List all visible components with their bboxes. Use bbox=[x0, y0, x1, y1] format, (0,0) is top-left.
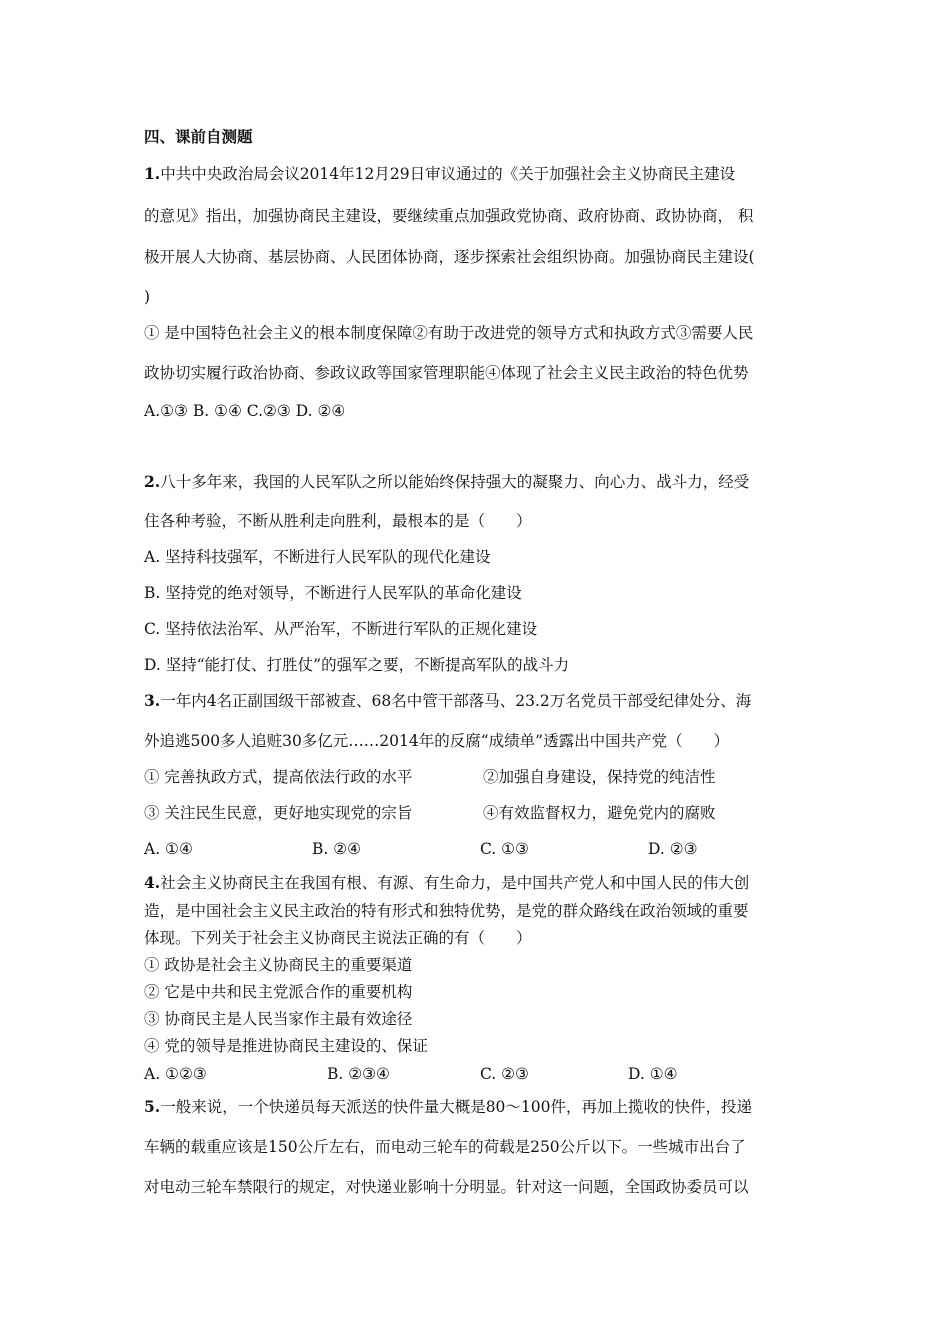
q4-item-1: ① 政协是社会主义协商民主的重要渠道 bbox=[144, 956, 413, 974]
q3-item-1: ① 完善执政方式，提高依法行政的水平 bbox=[144, 768, 413, 786]
q1-line-1: 1.中共中央政治局会议2014年12月29日审议通过的《关于加强社会主义协商民主建设 bbox=[144, 164, 736, 183]
q4-item-4: ④ 党的领导是推进协商民主建设的、保证 bbox=[144, 1037, 428, 1055]
q3-number: 3. bbox=[144, 691, 161, 710]
q2-line-2: 住各种考验，不断从胜利走向胜利，最根本的是（ ） bbox=[144, 512, 532, 530]
q5-line-2: 车辆的载重应该是150公斤左右，而电动三轮车的荷载是250公斤以下。一些城市出台了 bbox=[144, 1138, 746, 1156]
q4-option-b: B. ②③④ bbox=[327, 1065, 390, 1083]
q3-item-2: ②加强自身建设，保持党的纯洁性 bbox=[483, 768, 716, 786]
q4-option-c: C. ②③ bbox=[480, 1065, 529, 1083]
q1-line-3: 极开展人大协商、基层协商、人民团体协商，逐步探索社会组织协商。加强协商民主建设( bbox=[144, 248, 755, 266]
q4-line-2: 造，是中国社会主义民主政治的特有形式和独特优势，是党的群众路线在政治领域的重要 bbox=[144, 902, 749, 920]
q3-line-2: 外追逃500多人追赃30多亿元……2014年的反腐“成绩单”透露出中国共产党（ ） bbox=[144, 732, 730, 750]
q3-option-a: A. ①④ bbox=[144, 840, 193, 858]
q4-number: 4. bbox=[144, 873, 161, 892]
q4-line-1: 4.社会主义协商民主在我国有根、有源、有生命力，是中国共产党人和中国人民的伟大创 bbox=[144, 873, 750, 892]
q1-number: 1. bbox=[144, 164, 161, 183]
q1-options: A.①③ B. ①④ C.②③ D. ②④ bbox=[144, 402, 346, 420]
q4-line-3: 体现。下列关于社会主义协商民主说法正确的有（ ） bbox=[144, 929, 532, 947]
q1-line-2: 的意见》指出，加强协商民主建设，要继续重点加强政党协商、政府协商、政协协商， 积 bbox=[144, 207, 754, 225]
q3-line-1: 3.一年内4名正副国级干部被查、68名中管干部落马、23.2万名党员干部受纪律处分、海 bbox=[144, 691, 752, 710]
q4-option-d: D. ①④ bbox=[628, 1065, 678, 1083]
q3-option-d: D. ②③ bbox=[648, 840, 698, 858]
q3-item-3: ③ 关注民生民意，更好地实现党的宗旨 bbox=[144, 804, 413, 822]
q4-item-2: ② 它是中共和民主党派合作的重要机构 bbox=[144, 983, 413, 1001]
q2-option-b: B. 坚持党的绝对领导，不断进行人民军队的革命化建设 bbox=[144, 584, 522, 602]
q5-number: 5. bbox=[144, 1097, 161, 1116]
q1-line-4: ) bbox=[144, 288, 151, 306]
q5-line-1: 5.一般来说，一个快递员每天派送的快件量大概是80～100件，再加上揽收的快件，投递 bbox=[144, 1097, 752, 1116]
q2-number: 2. bbox=[144, 472, 161, 491]
q2-option-d: D. 坚持“能打仗、打胜仗”的强军之要，不断提高军队的战斗力 bbox=[144, 656, 570, 674]
q2-option-a: A. 坚持科技强军，不断进行人民军队的现代化建设 bbox=[144, 548, 491, 566]
q4-item-3: ③ 协商民主是人民当家作主最有效途径 bbox=[144, 1010, 413, 1028]
section-title: 四、课前自测题 bbox=[144, 127, 253, 146]
q1-line-5: ① 是中国特色社会主义的根本制度保障②有助于改进党的领导方式和执政方式③需要人民 bbox=[144, 324, 754, 342]
q2-line-1: 2.八十多年来，我国的人民军队之所以能始终保持强大的凝聚力、向心力、战斗力，经受 bbox=[144, 472, 750, 491]
q1-line-6: 政协切实履行政治协商、参政议政等国家管理职能④体现了社会主义民主政治的特色优势 bbox=[144, 364, 749, 382]
q3-option-c: C. ①③ bbox=[480, 840, 529, 858]
q4-option-a: A. ①②③ bbox=[144, 1065, 207, 1083]
q2-option-c: C. 坚持依法治军、从严治军，不断进行军队的正规化建设 bbox=[144, 620, 538, 638]
q3-option-b: B. ②④ bbox=[312, 840, 362, 858]
q3-item-4: ④有效监督权力，避免党内的腐败 bbox=[483, 804, 716, 822]
q5-line-3: 对电动三轮车禁限行的规定，对快递业影响十分明显。针对这一问题，全国政协委员可以 bbox=[144, 1178, 749, 1196]
